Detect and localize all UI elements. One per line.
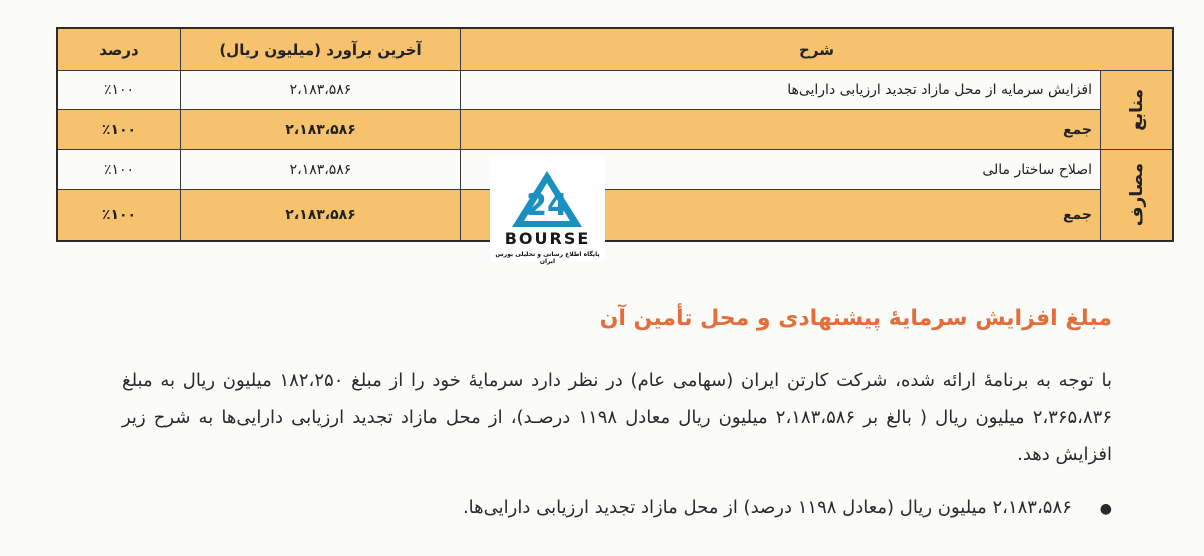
- table-row-total: [58, 190, 1172, 240]
- table-row: [58, 71, 1172, 110]
- header-estimate: آخرین برآورد (میلیون ریال): [180, 29, 460, 70]
- row-percent: ٪۱۰۰: [101, 121, 137, 138]
- logo-mark-icon: [490, 157, 605, 232]
- row-description: اصلاح ساختار مالی: [460, 150, 1100, 189]
- section-paragraph: با توجه به برنامهٔ ارائه شده، شرکت کارتن ایران (سهامی عام) در نظر دارد سرمایهٔ خود را از مبلغ ۱۸۲،۲۵۰ میلیون ریال به مبلغ ۲،۳۶۵،۸۳۶ میلیون ریال ( بالغ بر ۲،۱۸۳،۵۸۶ میلیون ریال معادل ۱۱۹۸ درصـد)، از محل مازاد تجدید ارزیابی دارایی‌ها به شرح زیر افزایش دهد.: [122, 370, 1113, 465]
- table-row-total: [58, 110, 1172, 150]
- row-description: افزایش سرمایه از محل مازاد تجدید ارزیابی دارایی‌ها: [460, 71, 1100, 109]
- logo-tagline: پایگاه اطلاع رسانی و تحلیلی بورس ایران: [495, 251, 600, 265]
- header-description: شرح: [460, 29, 1172, 70]
- logo-brand-text: BOURSE: [504, 229, 591, 248]
- group-label-uses-text: مصارف: [1126, 163, 1147, 227]
- row-description: جمع: [460, 190, 1100, 240]
- bullet-dot-icon: ●: [1099, 501, 1112, 517]
- group-label-sources-text: منابع: [1126, 89, 1147, 131]
- header-percent: درصد: [99, 40, 139, 59]
- row-percent: ٪۱۰۰: [101, 207, 137, 223]
- row-estimate: ۲،۱۸۳،۵۸۶: [180, 71, 460, 109]
- row-estimate: ۲،۱۸۳،۵۸۶: [180, 150, 460, 189]
- row-estimate: ۲،۱۸۳،۵۸۶: [180, 110, 460, 149]
- allocation-table: [56, 27, 1174, 242]
- row-percent: ٪۱۰۰: [103, 82, 135, 98]
- group-label-sources: [1100, 71, 1172, 150]
- bullet-item: [463, 497, 1112, 518]
- section-title: مبلغ افزایش سرمایهٔ پیشنهادی و محل تأمین آن: [599, 306, 1112, 331]
- group-label-uses: [1100, 150, 1172, 240]
- table-header-row: [58, 29, 1172, 71]
- row-description: جمع: [460, 110, 1100, 149]
- table-row: [58, 150, 1172, 190]
- row-percent: ٪۱۰۰: [103, 161, 135, 178]
- svg-text:24: 24: [526, 188, 568, 223]
- bourse24-logo: [490, 157, 605, 265]
- row-estimate: ۲،۱۸۳،۵۸۶: [180, 190, 460, 240]
- bullet-text: ۲،۱۸۳،۵۸۶ میلیون ریال (معادل ۱۱۹۸ درصد) از محل مازاد تجدید ارزیابی دارایی‌ها.: [462, 497, 1072, 518]
